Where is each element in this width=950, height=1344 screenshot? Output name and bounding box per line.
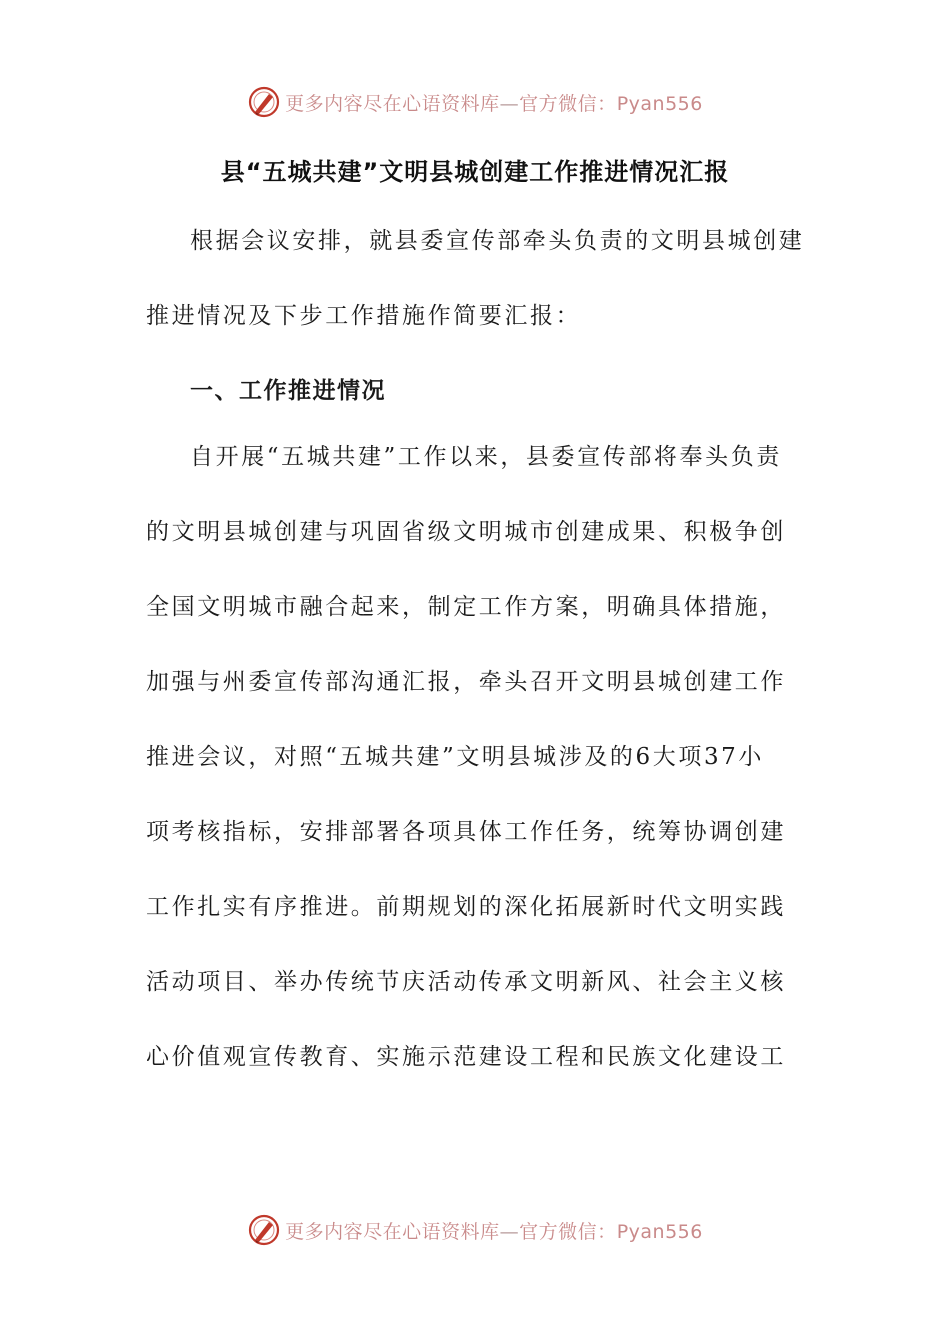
banner-contact-id: Pyan556 bbox=[616, 1220, 703, 1243]
banner-tagline: 更多内容尽在心语资料库 bbox=[285, 92, 500, 115]
banner-contact-label: 官方微信： bbox=[519, 92, 617, 115]
banner-tagline: 更多内容尽在心语资料库 bbox=[285, 1220, 500, 1243]
banner-separator: — bbox=[499, 92, 520, 115]
banner-text bbox=[285, 1217, 703, 1244]
document-title: 县“五城共建”文明县城创建工作推进情况汇报 bbox=[220, 158, 730, 186]
section-heading: 一、工作推进情况 bbox=[190, 378, 386, 404]
body-line-3: 全国文明城市融合起来，制定工作方案，明确具体措施， bbox=[146, 594, 786, 620]
body-line-7: 工作扎实有序推进。前期规划的深化拓展新时代文明实践 bbox=[146, 894, 786, 920]
intro-line-2: 推进情况及下步工作措施作简要汇报： bbox=[146, 303, 582, 329]
body-line-1: 自开展“五城共建”工作以来，县委宣传部将奉头负责 bbox=[190, 444, 782, 470]
header-banner bbox=[0, 82, 950, 122]
banner-contact-id: Pyan556 bbox=[616, 92, 703, 115]
banner-contact-label: 官方微信： bbox=[519, 1220, 617, 1243]
pen-logo-icon bbox=[247, 85, 281, 119]
banner-text bbox=[285, 89, 703, 116]
body-line-5: 推进会议，对照“五城共建”文明县城涉及的6大项37小 bbox=[146, 744, 765, 770]
body-line-2: 的文明县城创建与巩固省级文明城市创建成果、积极争创 bbox=[146, 519, 786, 545]
body-line-8: 活动项目、举办传统节庆活动传承文明新风、社会主义核 bbox=[146, 969, 786, 995]
body-line-6: 项考核指标，安排部署各项具体工作任务，统筹协调创建 bbox=[146, 819, 786, 845]
intro-line-1: 根据会议安排，就县委宣传部牵头负责的文明县城创建 bbox=[190, 228, 805, 254]
footer-banner bbox=[0, 1210, 950, 1250]
body-line-4: 加强与州委宣传部沟通汇报，牵头召开文明县城创建工作 bbox=[146, 669, 786, 695]
banner-separator: — bbox=[499, 1220, 520, 1243]
body-line-9: 心价值观宣传教育、实施示范建设工程和民族文化建设工 bbox=[146, 1044, 786, 1070]
pen-logo-icon bbox=[247, 1213, 281, 1247]
document-body bbox=[146, 222, 806, 1113]
